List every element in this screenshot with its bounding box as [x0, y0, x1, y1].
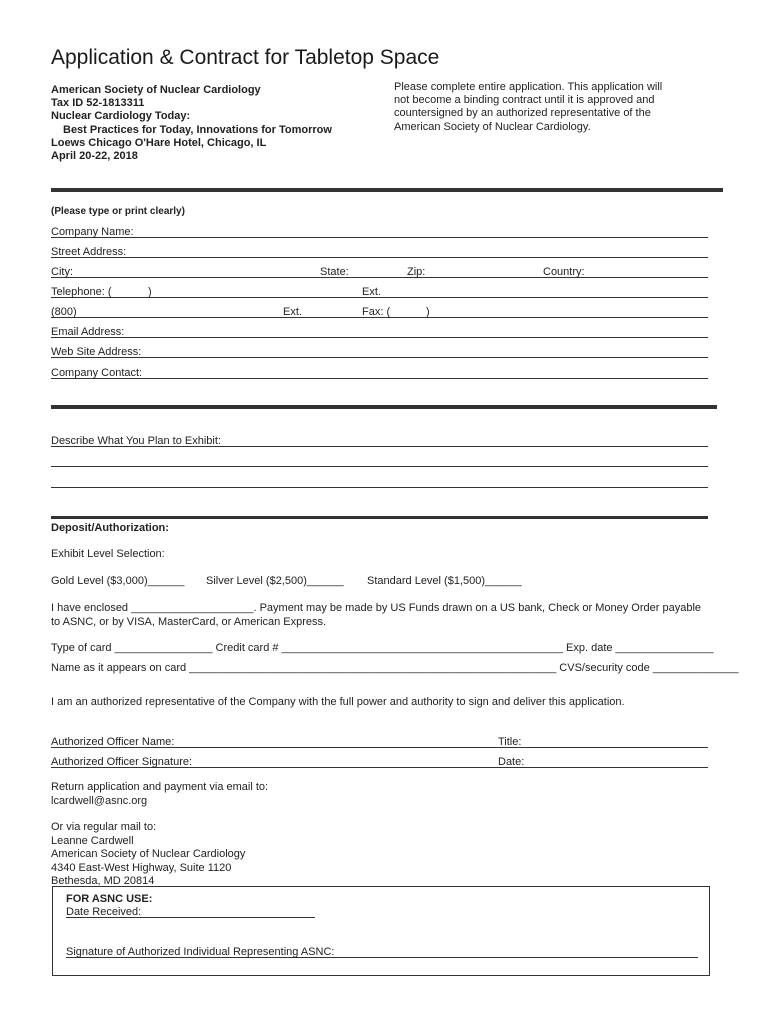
exhibit-description-line[interactable] [51, 466, 708, 467]
deposit-heading: Deposit/Authorization: [51, 522, 169, 534]
page-title: Application & Contract for Tabletop Space [51, 46, 440, 69]
contract-notice: Please complete entire application. This application will not become a binding contract until it is approved and countersigned by an authorized representative of the American Society of Nuclear Cardiology. [394, 81, 663, 133]
company-name-label: Company Name: [51, 226, 134, 238]
city-label: City: [51, 266, 73, 278]
email-line[interactable] [51, 337, 708, 338]
officer-title-label: Title: [498, 736, 522, 748]
return-email-label: Return application and payment via email to: [51, 781, 269, 793]
asnc-use-heading: FOR ASNC USE: [66, 893, 153, 905]
officer-signature-label: Authorized Officer Signature: [51, 756, 193, 768]
level-selection-label: Exhibit Level Selection: [51, 548, 165, 560]
company-contact-line[interactable] [51, 378, 708, 379]
street-address-line[interactable] [51, 257, 708, 258]
asnc-signature-label: Signature of Authorized Individual Representing ASNC: [66, 946, 335, 958]
return-mail-label: Or via regular mail to: [51, 821, 157, 833]
organization-info [51, 84, 332, 163]
event-venue: Loews Chicago O'Hare Hotel, Chicago, IL [51, 136, 267, 149]
signature-date-label: Date: [498, 756, 525, 768]
fax-label: Fax: ( [362, 306, 391, 318]
state-label: State: [320, 266, 349, 278]
telephone-paren-close: ) [148, 286, 152, 298]
zip-label: Zip: [407, 266, 426, 278]
enclosed-statement-line1: I have enclosed ____________________. Payment may be made by US Funds drawn on a US bank, Check or Money Order payable [51, 602, 702, 614]
gold-level-option[interactable]: Gold Level ($3,000)______ [51, 575, 185, 587]
section-divider [51, 188, 723, 192]
mail-street: 4340 East-West Highway, Suite 1120 [51, 862, 232, 874]
enclosed-statement-line2: to ASNC, or by VISA, MasterCard, or American Express. [51, 616, 327, 628]
mail-organization: American Society of Nuclear Cardiology [51, 848, 246, 860]
card-type-field[interactable]: Type of card ________________ Credit card # ______________________________________________ Exp. date ________________ [51, 642, 714, 654]
company-contact-label: Company Contact: [51, 367, 143, 379]
exhibit-description-label: Describe What You Plan to Exhibit: [51, 435, 221, 447]
tax-id: Tax ID 52-1813311 [51, 97, 145, 110]
org-name: American Society of Nuclear Cardiology [51, 84, 261, 96]
mail-recipient: Leanne Cardwell [51, 835, 134, 847]
event-name: Nuclear Cardiology Today: [51, 110, 191, 123]
toll-free-ext-label: Ext. [283, 306, 302, 318]
section-divider [51, 405, 717, 409]
section-divider [51, 516, 708, 519]
name-on-card-field[interactable]: Name as it appears on card ____________________________________________________________ CVS/security code ______________ [51, 662, 739, 674]
silver-level-option[interactable]: Silver Level ($2,500)______ [206, 575, 344, 587]
authorized-statement: I am an authorized representative of the Company with the full power and authority to sign and deliver this application. [51, 696, 625, 708]
telephone-ext-label: Ext. [362, 286, 381, 298]
return-email-address[interactable]: lcardwell@asnc.org [51, 795, 148, 807]
exhibit-description-line[interactable] [51, 487, 708, 488]
country-label: Country: [543, 266, 585, 278]
city-state-zip-line[interactable] [51, 277, 708, 278]
print-instruction: (Please type or print clearly) [51, 206, 185, 217]
event-dates: April 20-22, 2018 [51, 150, 138, 163]
telephone-label: Telephone: ( [51, 286, 112, 298]
website-label: Web Site Address: [51, 346, 142, 358]
email-label: Email Address: [51, 326, 125, 338]
event-subtitle: Best Practices for Today, Innovations for Tomorrow [63, 123, 332, 136]
date-received-label: Date Received: [66, 906, 142, 918]
website-line[interactable] [51, 357, 708, 358]
street-address-label: Street Address: [51, 246, 127, 258]
standard-level-option[interactable]: Standard Level ($1,500)______ [367, 575, 522, 587]
fax-paren-close: ) [426, 306, 430, 318]
officer-name-label: Authorized Officer Name: [51, 736, 175, 748]
mail-city-state-zip: Bethesda, MD 20814 [51, 875, 155, 887]
company-name-line[interactable] [51, 237, 708, 238]
toll-free-label: (800) [51, 306, 77, 318]
